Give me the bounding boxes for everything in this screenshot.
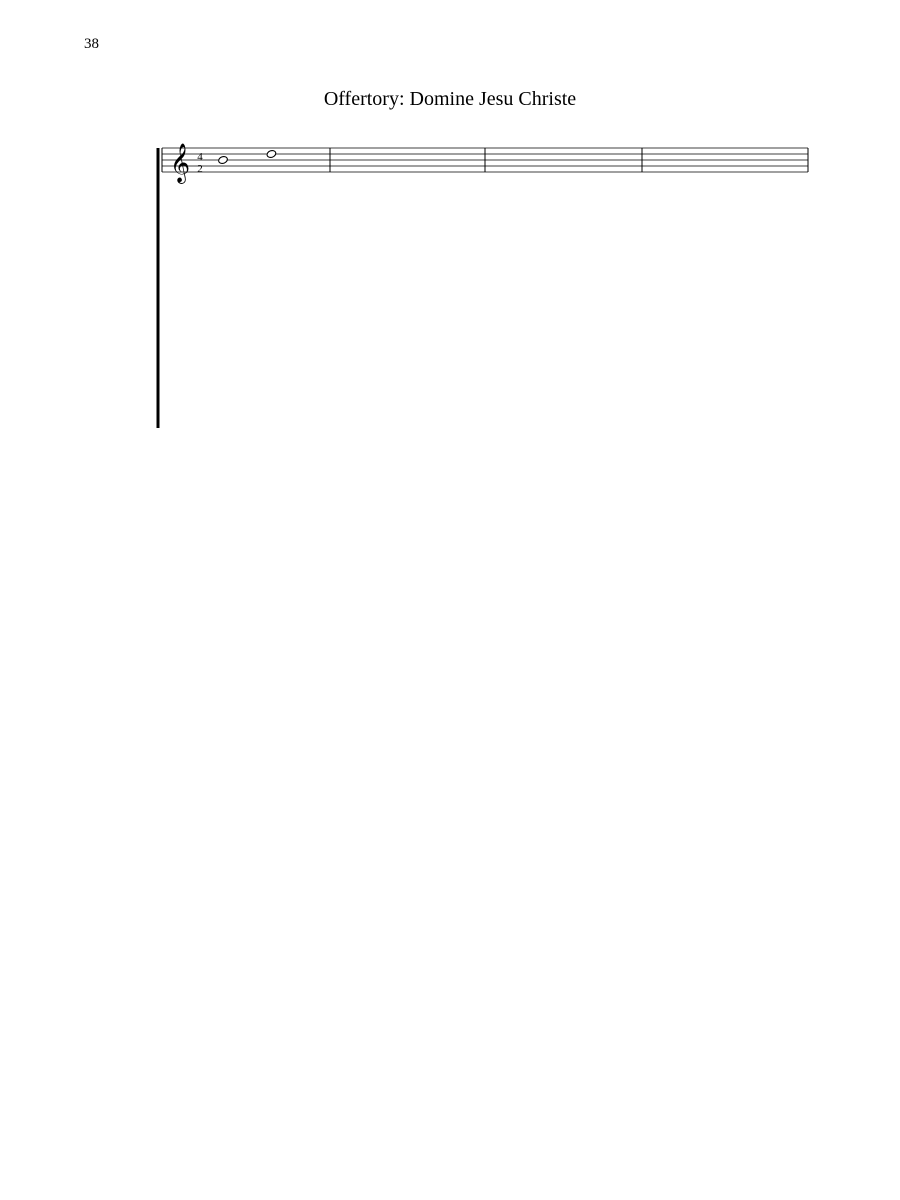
time-signature: 2 <box>197 163 203 175</box>
note-head <box>266 149 277 158</box>
staff-alto <box>162 144 808 184</box>
treble-clef-icon: 𝄞 <box>169 145 191 182</box>
time-signature: 4 <box>197 151 203 163</box>
page-number: 38 <box>84 36 99 52</box>
page-title: Offertory: Domine Jesu Christe <box>323 88 577 110</box>
note-head <box>218 155 229 164</box>
system-1 <box>158 144 808 428</box>
